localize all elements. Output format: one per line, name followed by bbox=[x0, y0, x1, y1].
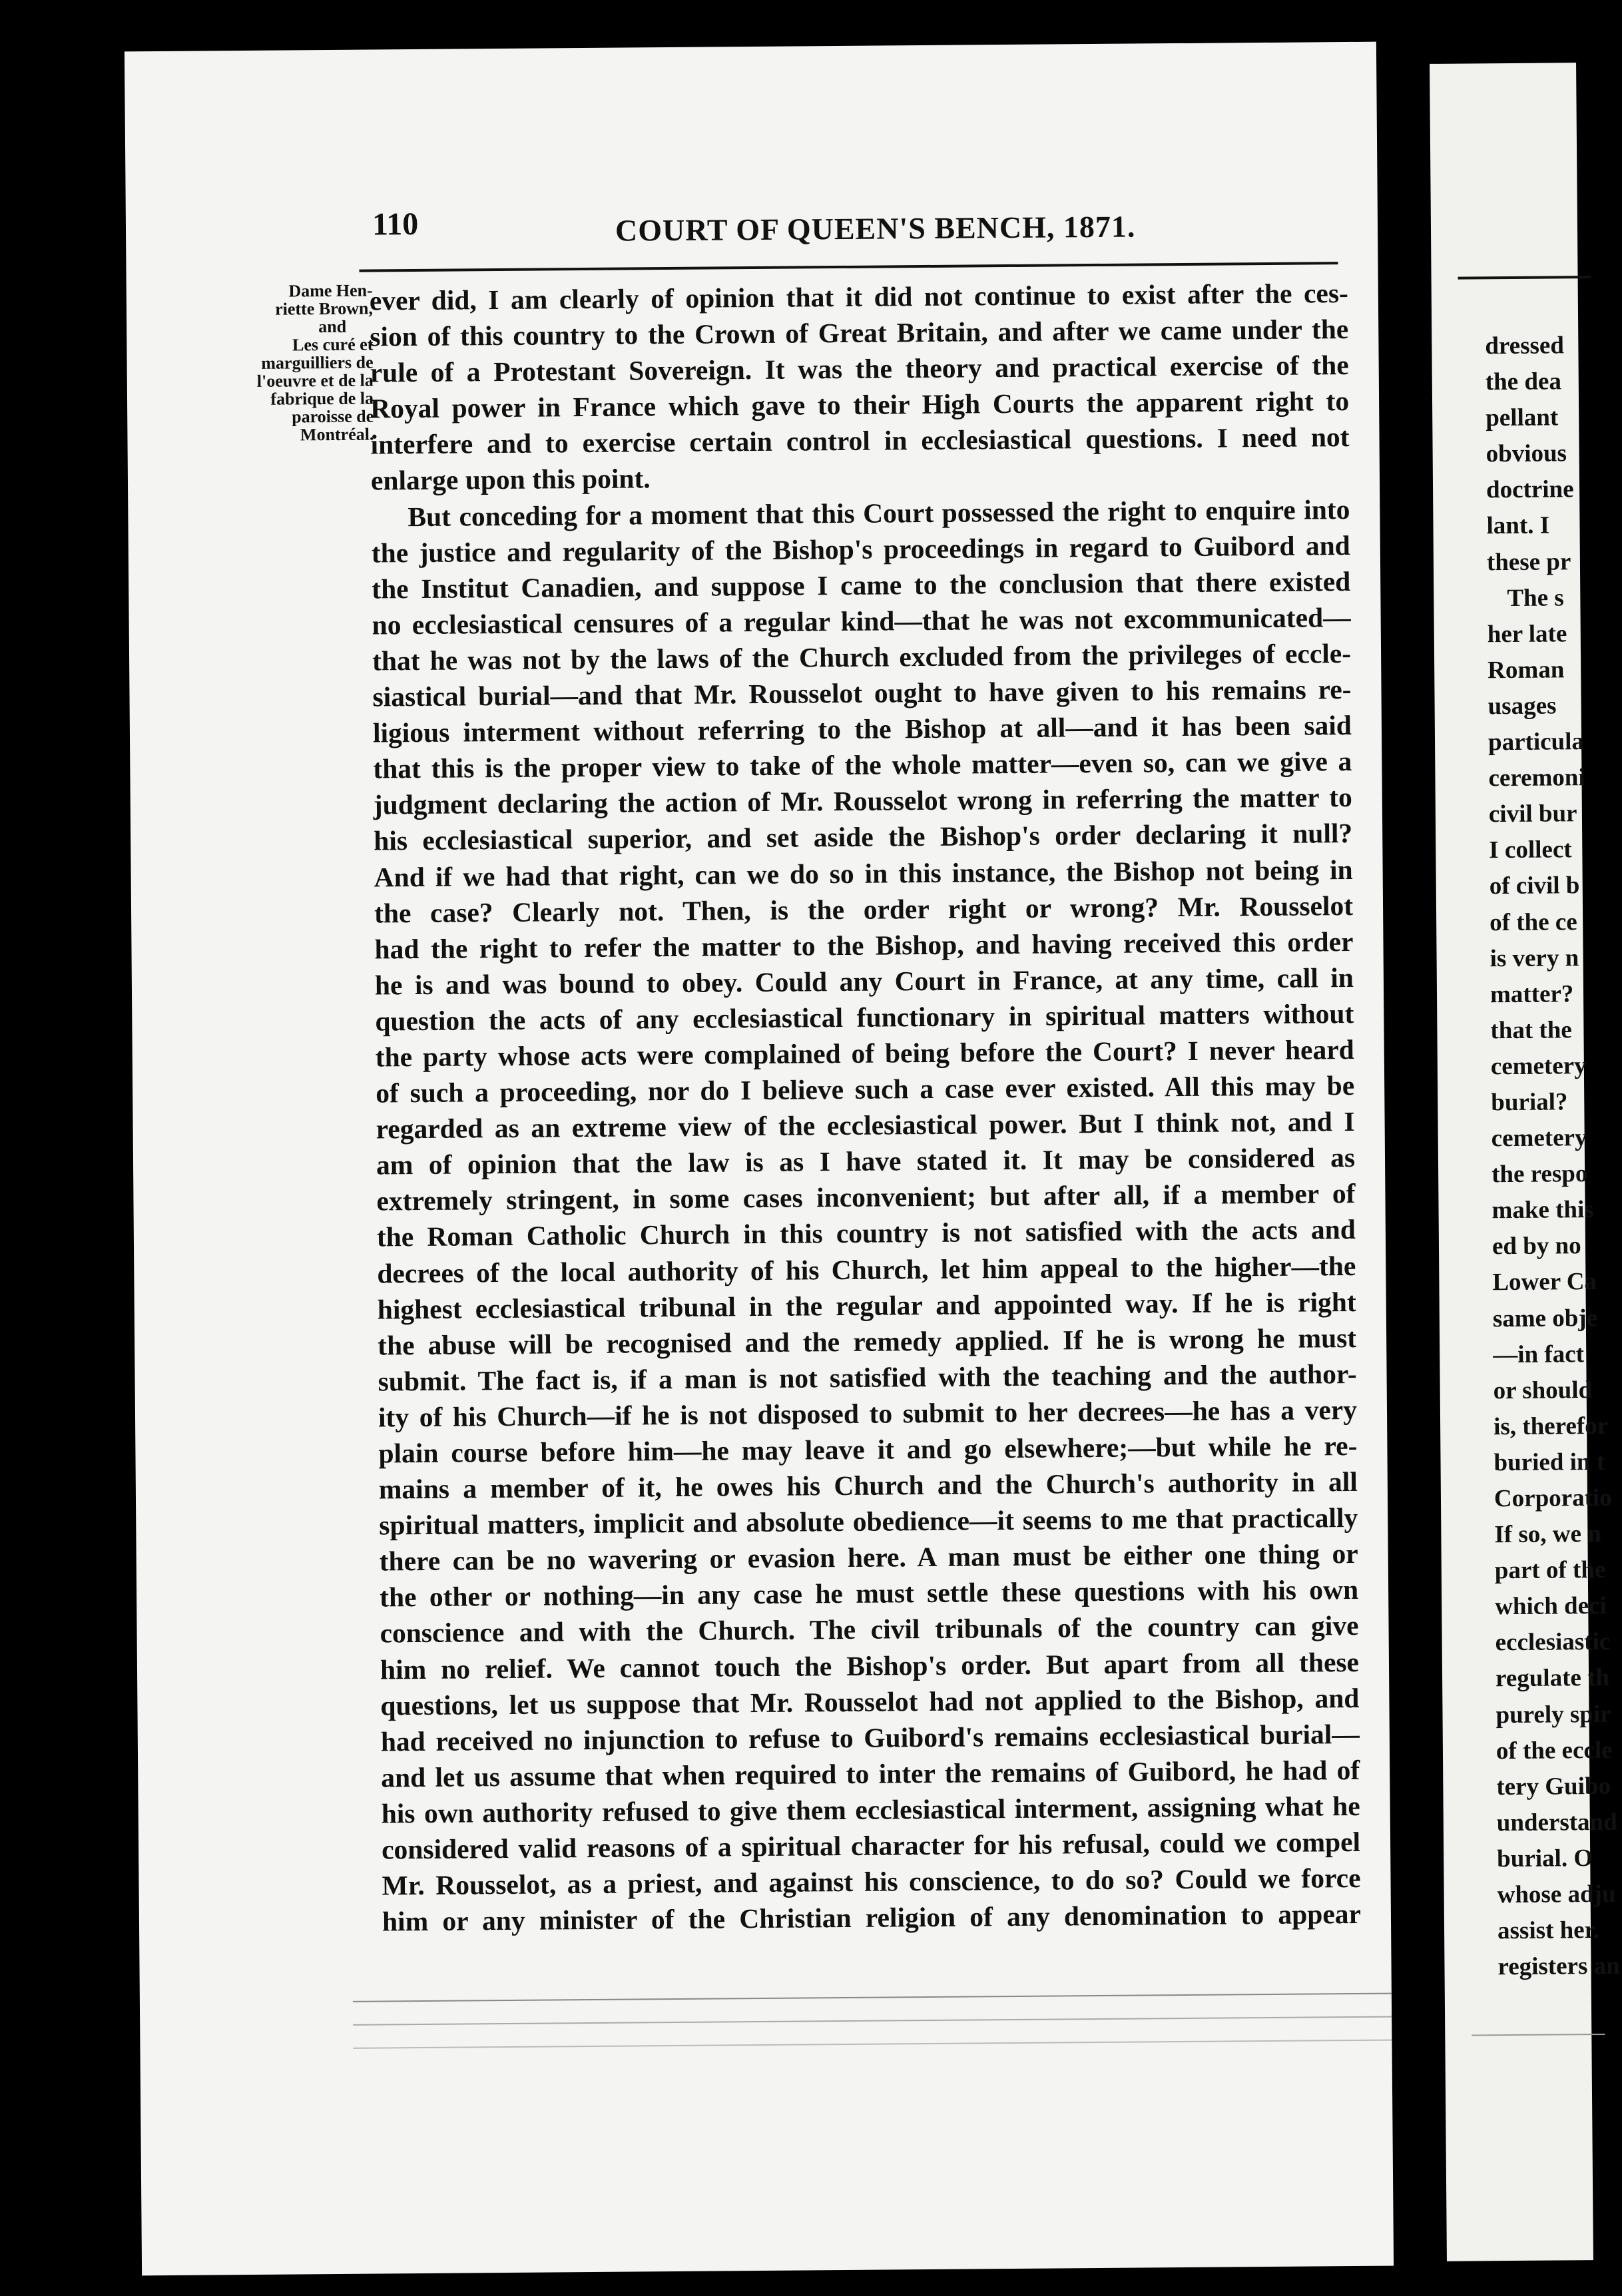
facing-page-line: the dea bbox=[1485, 368, 1562, 396]
facing-page-line: these pr bbox=[1486, 547, 1571, 576]
text-line: am of opinion that the law is as I have stated it. It may be considered as bbox=[376, 1142, 1356, 1181]
facing-page-line: ceremoni bbox=[1488, 764, 1585, 792]
text-line: his ecclesiastical superior, and set aside the Bishop's order declaring it null? bbox=[374, 818, 1353, 856]
facing-page-line: same obje bbox=[1492, 1304, 1598, 1332]
facing-page-text bbox=[1485, 328, 1620, 1986]
text-line: the party whose acts were complained of being before the Court? I never heard bbox=[375, 1033, 1354, 1073]
facing-page-line: matter? bbox=[1489, 980, 1574, 1008]
text-line: But conceding for a moment that this Court possessed the right to enquire into bbox=[407, 493, 1350, 532]
text-line: question the acts of any ecclesiastical functionary in spiritual matters without bbox=[375, 998, 1354, 1037]
facing-page-line: pellant bbox=[1486, 404, 1559, 432]
text-line: the Institut Canadien, and suppose I came to the conclusion that there existed bbox=[372, 565, 1351, 605]
margin-note-line: and bbox=[318, 316, 347, 337]
margin-note-line: paroisse de bbox=[292, 406, 374, 427]
text-line: no ecclesiastical censures of a regular kind—that he was not excommunicated— bbox=[372, 601, 1351, 641]
margin-note-line: l'oeuvre et de la bbox=[256, 370, 374, 391]
text-line: judgment declaring the action of Mr. Rousselot wrong in referring the matter to bbox=[373, 782, 1352, 820]
text-line: rule of a Protestant Sovereign. It was the theory and practical exercise of the bbox=[370, 350, 1349, 388]
text-line: questions, let us suppose that Mr. Rousselot had not applied to the Bishop, and bbox=[380, 1682, 1360, 1721]
text-line: spiritual matters, implicit and absolute obedience—it seems to me that practically bbox=[379, 1502, 1358, 1541]
text-line: ever did, I am clearly of opinion that it did not continue to exist after the ces- bbox=[369, 278, 1348, 316]
text-line: regarded as an extreme view of the ecclesiastical power. But I think not, and I bbox=[376, 1106, 1355, 1145]
facing-page-line: of the ce bbox=[1489, 908, 1577, 936]
text-line: Mr. Rousselot, as a priest, and against his conscience, to do so? Could we force bbox=[382, 1863, 1361, 1901]
text-line: had received no injunction to refuse to Guibord's remains ecclesiastical burial— bbox=[380, 1718, 1360, 1757]
margin-note-line: Les curé et bbox=[292, 334, 374, 355]
text-line: and let us assume that when required to inter the remains of Guibord, he had of bbox=[381, 1754, 1360, 1793]
facing-page-line: buried in t bbox=[1493, 1448, 1605, 1477]
margin-note-line: marguilliers de bbox=[261, 352, 374, 373]
facing-page-line: purely spir bbox=[1495, 1700, 1611, 1729]
facing-page-line: burial? bbox=[1491, 1088, 1568, 1117]
facing-page-line: —in fact bbox=[1493, 1340, 1585, 1368]
text-line: sion of this country to the Crown of Great Britain, and after we came under the bbox=[370, 314, 1349, 352]
facing-page-line: tery Guibo bbox=[1496, 1772, 1611, 1801]
facing-page-line: usages bbox=[1487, 692, 1557, 720]
page-number: 110 bbox=[372, 206, 419, 242]
text-line: had the right to refer the matter to the Bishop, and having received this order bbox=[374, 926, 1354, 965]
text-line: of such a proceeding, nor do I believe such a case ever existed. All this may be bbox=[376, 1070, 1355, 1109]
text-line: siastical burial—and that Mr. Rousselot ought to have given to his remains re- bbox=[372, 674, 1352, 713]
facing-page-line: civil bur bbox=[1488, 800, 1577, 828]
text-line: ity of his Church—if he is not disposed to submit to her decrees—he has a very bbox=[378, 1394, 1358, 1433]
facing-page-line: whose adju bbox=[1497, 1880, 1616, 1909]
facing-page-line: ed by no bbox=[1491, 1232, 1581, 1261]
facing-page-line: Lower Ca bbox=[1492, 1268, 1597, 1296]
text-line: him no relief. We cannot touch the Bishop's order. But apart from all these bbox=[380, 1646, 1360, 1685]
margin-note-line: Montréal. bbox=[300, 424, 374, 445]
text-line: the case? Clearly not. Then, is the order right or wrong? Mr. Rousselot bbox=[374, 890, 1354, 929]
facing-page-line: doctrine bbox=[1486, 475, 1574, 504]
body-text bbox=[370, 275, 1361, 1940]
text-line: interfere and to exercise certain control in ecclesiastical questions. I need not bbox=[370, 422, 1350, 460]
margin-note-line: riette Brown, bbox=[275, 298, 374, 319]
facing-page-line: cemetery bbox=[1490, 1051, 1587, 1081]
facing-page-line: of the eccle bbox=[1495, 1736, 1613, 1765]
text-line: his own authority refused to give them ecclesiastical interment, assigning what he bbox=[381, 1790, 1360, 1829]
facing-page-line: obvious bbox=[1486, 439, 1567, 468]
facing-page-line: cemetery bbox=[1491, 1124, 1587, 1153]
facing-page-line: dressed bbox=[1485, 332, 1565, 360]
text-line: the other or nothing—in any case he must settle these questions with his own bbox=[379, 1574, 1359, 1613]
facing-page-bottom-rule bbox=[1472, 2034, 1605, 2036]
facing-page-line: burial. O bbox=[1497, 1845, 1593, 1873]
text-line: that this is the proper view to take of the whole matter—even so, can we give a bbox=[373, 746, 1352, 784]
facing-page-line: that the bbox=[1490, 1016, 1572, 1045]
document-page bbox=[125, 42, 1394, 2276]
text-line: the justice and regularity of the Bishop's proceedings in regard to Guibord and bbox=[371, 529, 1350, 569]
text-line: mains a member of it, he owes his Church and the Church's authority in all bbox=[378, 1466, 1358, 1505]
margin-note-line: fabrique de la bbox=[270, 388, 374, 409]
facing-page-line: lant. I bbox=[1486, 511, 1550, 540]
facing-page-line: registers an bbox=[1497, 1952, 1620, 1981]
facing-page-line: The s bbox=[1507, 584, 1564, 612]
text-line: extremely stringent, in some cases inconvenient; but after all, if a member of bbox=[376, 1178, 1356, 1217]
text-line: considered valid reasons of a spiritual character for his refusal, could we compel bbox=[381, 1826, 1361, 1865]
facing-page-line: or should bbox=[1493, 1376, 1593, 1404]
page-bottom-rule bbox=[353, 1993, 1392, 2002]
facing-page-line: Roman bbox=[1487, 656, 1565, 685]
facing-page-line: is very n bbox=[1489, 944, 1579, 972]
facing-page-line: her late bbox=[1487, 620, 1567, 649]
margin-note-line: Dame Hen- bbox=[288, 280, 373, 301]
text-line: decrees of the local authority of his Church, let him appeal to the higher—the bbox=[377, 1250, 1356, 1289]
facing-page-line: I collect bbox=[1489, 836, 1572, 864]
facing-page-line: which deci bbox=[1495, 1592, 1607, 1621]
facing-page-line: part of the bbox=[1494, 1556, 1606, 1585]
facing-page-line: regulate th bbox=[1495, 1664, 1610, 1693]
text-line: he is and was bound to obey. Could any Court in France, at any time, call in bbox=[374, 962, 1354, 1001]
facing-page-line: Corporatio bbox=[1493, 1484, 1612, 1513]
facing-page-line: ecclesiastic bbox=[1495, 1628, 1611, 1657]
facing-page-line: the respo bbox=[1491, 1160, 1588, 1189]
page-bottom-rule bbox=[353, 2016, 1392, 2026]
running-head: COURT OF QUEEN'S BENCH, 1871. bbox=[615, 209, 1136, 248]
margin-note bbox=[160, 282, 374, 445]
facing-page-line: make this bbox=[1491, 1196, 1594, 1225]
facing-page-edge bbox=[1430, 63, 1620, 2261]
facing-page-line: particula bbox=[1487, 728, 1585, 756]
facing-page-line: If so, we n bbox=[1494, 1520, 1601, 1549]
text-line: Royal power in France which gave to their High Courts the apparent right to bbox=[370, 386, 1350, 424]
facing-page-line: assist her. bbox=[1497, 1916, 1600, 1945]
text-line: ligious interment without referring to the Bishop at all—and it has been said bbox=[372, 710, 1352, 748]
text-line: him or any minister of the Christian religion of any denomination to appear bbox=[382, 1898, 1362, 1937]
text-line: And if we had that right, can we do so in this instance, the Bishop not being in bbox=[374, 854, 1353, 893]
page-bottom-rule bbox=[353, 2040, 1392, 2049]
facing-page-line: understand bbox=[1496, 1808, 1617, 1837]
text-line: highest ecclesiastical tribunal in the regular and appointed way. If he is right bbox=[377, 1286, 1356, 1325]
text-line: submit. The fact is, if a man is not satisfied with the teaching and the author- bbox=[378, 1358, 1357, 1397]
facing-page-line: of civil b bbox=[1489, 872, 1580, 900]
text-line: there can be no wavering or evasion here. A man must be either one thing or bbox=[379, 1538, 1358, 1577]
text-line: plain course before him—he may leave it and go elsewhere;—but while he re- bbox=[378, 1430, 1358, 1469]
text-line: the abuse will be recognised and the remedy applied. If he is wrong he must bbox=[378, 1322, 1357, 1361]
text-line: conscience and with the Church. The civil tribunals of the country can give bbox=[380, 1610, 1359, 1649]
text-line: that he was not by the laws of the Church excluded from the privileges of eccle- bbox=[372, 637, 1352, 677]
text-line: the Roman Catholic Church in this country is not satisfied with the acts and bbox=[376, 1214, 1356, 1253]
facing-page-line: is, therefor bbox=[1493, 1412, 1609, 1441]
facing-page-rule bbox=[1458, 276, 1591, 280]
header-rule bbox=[359, 262, 1338, 272]
text-line: enlarge upon this point. bbox=[370, 463, 651, 497]
